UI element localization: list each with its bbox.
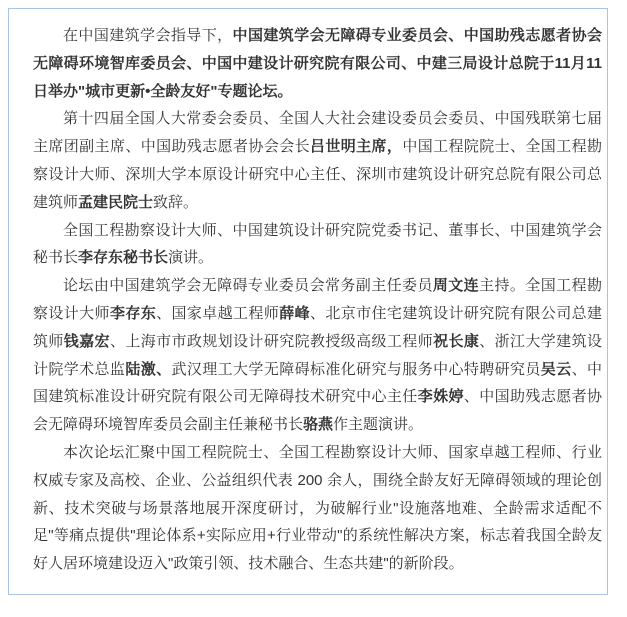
article-paragraph [33,439,602,578]
bold-text-run: 薛峰 [279,304,310,322]
bold-text-run: 祝长康 [433,332,480,350]
article-paragraph [33,272,602,439]
bold-text-run: 陆激、 [125,360,172,378]
article-body [33,22,602,578]
text-run: 致辞。 [153,193,199,211]
bold-text-run: 周文连 [432,277,480,295]
article-paragraph [33,22,602,105]
bold-text-run: 李姝婷 [417,388,464,406]
article-paragraph [33,217,602,273]
text-run: 作主题演讲。 [333,416,424,434]
text-run: 武汉理工大学无障碍标准化研究与服务中心特聘研究员 [171,360,541,378]
article-paragraph [33,105,602,216]
bold-text-run: 李存东 [109,304,157,322]
text-run: 论坛由中国建筑学会无障碍专业委员会常务副主任委员 [63,277,433,295]
text-run: 演讲。 [168,249,214,267]
text-run: 、浙江大学建筑设计院学术总监 [33,332,602,378]
text-run: 主持。全国工程勘察设计大师 [33,277,602,322]
text-run: 中国工程院院士、全国工程勘察设计大师、深圳大学本原设计研究中心主任、深圳市建筑设计研究总院有限公司总建筑师 [33,138,602,211]
bold-text-run: 钱嘉宏 [63,332,110,350]
text-run: 第十四届全国人大常委会委员、全国人大社会建设委员会委员、中国残联第七届主席团副主席、中国助残志愿者协会会长 [33,110,602,156]
text-run: 、中国建筑标准设计研究院有限公司无障碍技术研究中心主任 [33,360,602,406]
text-run: 、上海市市政规划设计研究院教授级高级工程师 [109,332,434,350]
text-run: 全国工程勘察设计大师、中国建筑设计研究院党委书记、董事长、中国建筑学会秘书长 [33,221,602,267]
text-run: 、北京市住宅建筑设计研究院有限公司总建筑师 [33,304,602,350]
text-run: 、中国助残志愿者协会无障碍环境智库委员会副主任兼秘书长 [33,388,602,434]
text-run: 本次论坛汇聚中国工程院院士、全国工程勘察设计大师、国家卓越工程师、行业权威专家及高校、企业、公益组织代表 200 余人，围绕全龄友好无障碍领域的理论创新、技术突破与场景落地展开深度研讨，为破解行业"设施落地难、全龄需求适配不足"等痛点提供"理论体系+实际应用+行业带动"的系统性解决方案，标志着我国全龄友好人居环境建设迈入"政策引领、技术融合、生态共建"的新阶段。 [33,443,602,573]
bold-text-run: 李存东秘书长 [78,249,169,267]
bold-text-run: 中国建筑学会无障碍专业委员会、中国助残志愿者协会无障碍环境智库委员会、中国中建设计研究院有限公司、中建三局设计总院于11月11日举办"城市更新•全龄友好"专题论坛。 [33,27,602,100]
text-run: 、国家卓越工程师 [156,304,280,322]
article-container [8,8,608,595]
bold-text-run: 吴云 [540,360,572,378]
bold-text-run: 吕世明主席， [309,138,403,156]
text-run: 在中国建筑学会指导下， [63,27,233,44]
bold-text-run: 骆燕 [303,416,334,434]
bold-text-run: 孟建民院士 [78,193,154,211]
